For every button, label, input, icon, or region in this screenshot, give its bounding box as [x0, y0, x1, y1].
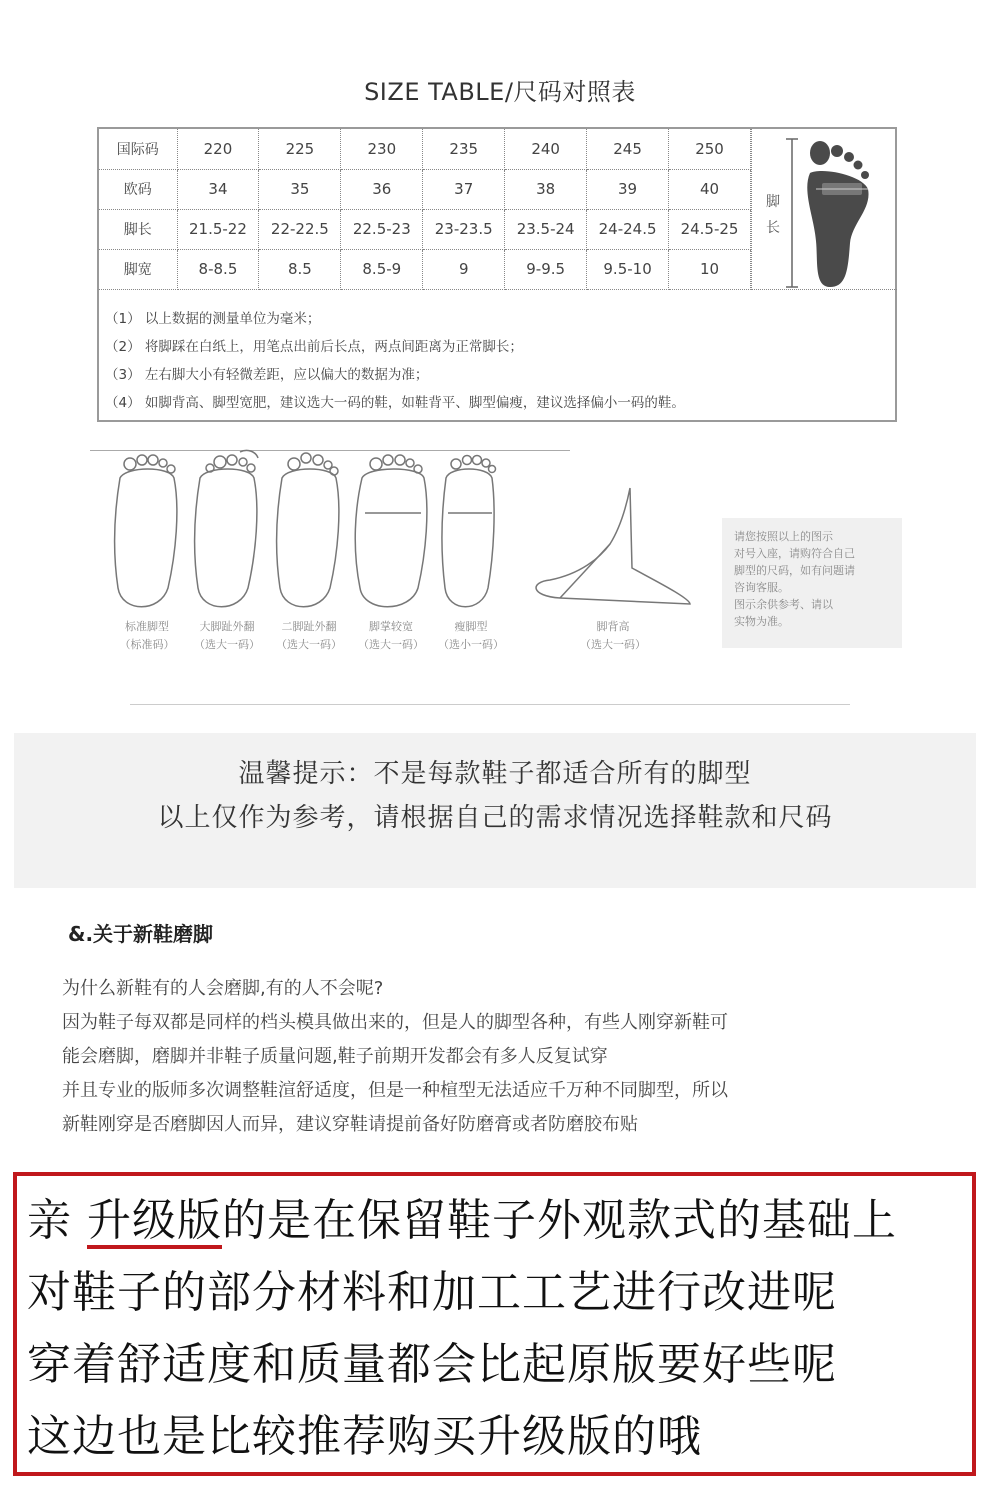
illustration-note	[722, 518, 902, 648]
upgrade-line-3: 穿着舒适度和质量都会比起原版要好些呢	[27, 1339, 837, 1390]
size-row-label: 脚宽	[99, 249, 177, 289]
foot-type-illustrations	[90, 448, 900, 708]
size-cell: 23-23.5	[423, 209, 505, 249]
size-cell: 35	[259, 169, 341, 209]
size-table-title: SIZE TABLE/尺码对照表	[364, 78, 636, 106]
paragraph-line-4: 并且专业的版师多次调整鞋渲舒适度，但是一种楦型无法适应千万种不同脚型，所以	[62, 1080, 728, 1101]
foot-type-1	[102, 618, 192, 654]
size-row-label: 欧码	[99, 169, 177, 209]
size-table-box	[97, 127, 897, 422]
foot-length-label	[766, 189, 780, 241]
side-note-line-3: 脚型的尺码，如有问题请	[734, 564, 855, 577]
foot-type-4	[346, 618, 436, 654]
note-4: （4） 如脚背高、脚型宽肥，建议选大一码的鞋，如鞋背平、脚型偏瘦，建议选择偏小一码的鞋。	[105, 395, 685, 411]
size-cell: 8.5	[259, 249, 341, 289]
size-row	[99, 169, 751, 209]
side-note-line-4: 咨询客服。	[734, 581, 789, 594]
size-cell: 24.5-25	[669, 209, 751, 249]
foot-type-5	[426, 618, 516, 654]
warm-tip-line-2: 以上仅作为参考，请根据自己的需求情况选择鞋款和尺码	[157, 803, 833, 833]
size-cell: 22-22.5	[259, 209, 341, 249]
foot-type-6-name: 脚背高	[596, 620, 630, 633]
size-cell: 225	[259, 129, 341, 169]
paragraph-line-5: 新鞋刚穿是否磨脚因人而异，建议穿鞋请提前备好防磨膏或者防磨胶布贴	[62, 1114, 638, 1135]
foot-type-3	[264, 618, 354, 654]
size-cell: 37	[423, 169, 505, 209]
size-cell: 9.5-10	[587, 249, 669, 289]
note-1: （1） 以上数据的测量单位为毫米；	[105, 311, 321, 327]
size-cell: 235	[423, 129, 505, 169]
size-row-label: 脚长	[99, 209, 177, 249]
foot-type-3-name: 二脚趾外翻	[281, 620, 337, 633]
footprint-icon	[782, 131, 892, 289]
measurement-notes	[105, 305, 685, 417]
paragraph-line-2: 因为鞋子每双都是同样的档头模具做出来的，但是人的脚型各种，有些人刚穿新鞋可	[62, 1012, 728, 1033]
upgrade-line-2: 对鞋子的部分材料和加工工艺进行改进呢	[27, 1267, 837, 1318]
size-row	[99, 249, 751, 289]
foot-type-2-name: 大脚趾外翻	[199, 620, 255, 633]
note-3: （3） 左右脚大小有轻微差距，应以偏大的数据为准；	[105, 367, 429, 383]
size-cell: 9	[423, 249, 505, 289]
divider-bottom	[130, 704, 850, 705]
foot-type-6-advice: （选大一码）	[580, 638, 646, 651]
size-cell: 23.5-24	[505, 209, 587, 249]
size-cell: 230	[341, 129, 423, 169]
paragraph-line-3: 能会磨脚，磨脚并非鞋子质量问题,鞋子前期开发都会有多人反复试穿	[62, 1046, 608, 1067]
size-row-label: 国际码	[99, 129, 177, 169]
size-cell: 40	[669, 169, 751, 209]
paragraph-line-1: 为什么新鞋有的人会磨脚,有的人不会呢?	[62, 978, 384, 999]
size-cell: 24-24.5	[587, 209, 669, 249]
size-cell: 22.5-23	[341, 209, 423, 249]
foot-length-char-2: 长	[766, 220, 780, 236]
section-paragraph	[62, 972, 942, 1142]
size-cell: 8.5-9	[341, 249, 423, 289]
size-cell: 21.5-22	[177, 209, 259, 249]
foot-length-diagram	[751, 129, 897, 290]
size-cell: 39	[587, 169, 669, 209]
side-note-line-5: 图示余供参考、请以	[734, 598, 833, 611]
foot-type-2-advice: （选大一码）	[194, 638, 260, 651]
note-2: （2） 将脚踩在白纸上，用笔点出前后长点，两点间距离为正常脚长；	[105, 339, 523, 355]
size-cell: 34	[177, 169, 259, 209]
size-cell: 240	[505, 129, 587, 169]
size-row	[99, 209, 751, 249]
size-cell: 36	[341, 169, 423, 209]
foot-type-5-advice: （选小一码）	[438, 638, 504, 651]
size-cell: 10	[669, 249, 751, 289]
upgrade-highlight: 升级版	[87, 1197, 222, 1249]
size-cell: 250	[669, 129, 751, 169]
side-note-line-6: 实物为准。	[734, 615, 789, 628]
upgrade-line-4: 这边也是比较推荐购买升级版的哦	[27, 1411, 702, 1462]
foot-type-4-advice: （选大一码）	[358, 638, 424, 651]
size-cell: 220	[177, 129, 259, 169]
warm-tip-line-1: 温馨提示：不是每款鞋子都适合所有的脚型	[238, 759, 752, 789]
foot-outlines-icon	[90, 448, 710, 628]
foot-type-1-name: 标准脚型	[125, 620, 169, 633]
foot-type-4-name: 脚掌较宽	[369, 620, 413, 633]
foot-type-6	[568, 618, 658, 654]
upgrade-notice-box	[13, 1172, 976, 1476]
side-note-line-1: 请您按照以上的图示	[734, 530, 833, 543]
foot-type-1-advice: （标准码）	[119, 638, 175, 651]
warm-tip-banner	[14, 733, 976, 888]
foot-type-3-advice: （选大一码）	[276, 638, 342, 651]
upgrade-suffix: 的是在保留鞋子外观款式的基础上	[222, 1195, 897, 1246]
upgrade-line-1	[27, 1184, 897, 1249]
size-cell: 38	[505, 169, 587, 209]
foot-type-2	[182, 618, 272, 654]
size-cell: 8-8.5	[177, 249, 259, 289]
foot-type-5-name: 瘦脚型	[454, 620, 488, 633]
size-row	[99, 129, 751, 169]
side-note-line-2: 对号入座，请购符合自己	[734, 547, 855, 560]
size-cell: 9-9.5	[505, 249, 587, 289]
upgrade-prefix: 亲	[27, 1195, 87, 1246]
section-title: &.关于新鞋磨脚	[68, 922, 214, 946]
foot-length-char-1: 脚	[766, 194, 780, 210]
size-cell: 245	[587, 129, 669, 169]
size-table	[99, 129, 751, 290]
